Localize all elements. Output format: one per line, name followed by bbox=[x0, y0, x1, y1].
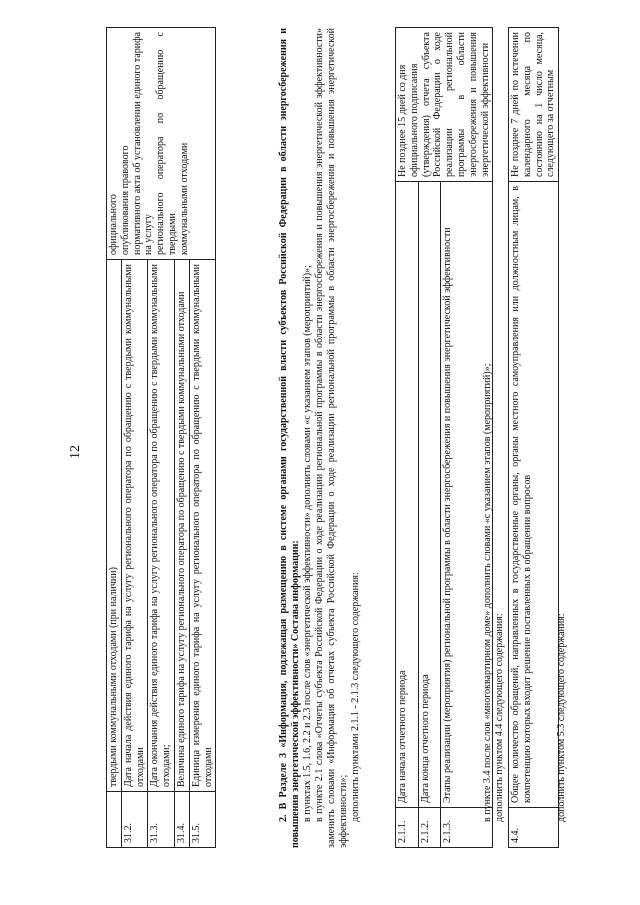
paragraph: дополнить пунктами 2.1.1 - 2.1.3 следующего содержания: bbox=[350, 572, 361, 822]
row-number bbox=[107, 792, 122, 848]
document-page bbox=[62, 26, 578, 878]
row-term: Не позднее 15 дней со дня официального подписания (утверждения) отчета субъекта Российской Федерации о ходе реализации региональной программы в области энергосбережения и повышения энергетической эффективности bbox=[396, 28, 493, 182]
page-number: 12 bbox=[68, 445, 83, 459]
paragraph: в пунктах 1.5, 1.6, 2.2 и 2.3 после слов «энергетической эффективности» дополнить словами «с указанием этапов (мероприятий)»; bbox=[302, 265, 313, 822]
row-number: 4.4. bbox=[509, 808, 559, 848]
row-number: 2.1.2. bbox=[418, 808, 441, 848]
section-heading: 2. В Разделе 3 «Информация, подлежащая размещению в системе органами государственной власти субъектов Российской Федерации в области энергосбережения и повышения энергетической эффективности» Состава информации: bbox=[278, 28, 301, 848]
footer-text bbox=[556, 28, 568, 848]
row-description: Дата конца отчетного периода bbox=[418, 182, 441, 808]
row-number: 31.3. bbox=[148, 792, 175, 848]
table-row bbox=[396, 28, 419, 848]
row-description: Единица измерения единого тарифа на услугу регионального оператора по обращению с твердыми коммунальными отходами bbox=[189, 260, 216, 792]
paragraph: в пункте 2.1 слова «Отчеты субъекта Российской Федерации о ходе реализации региональной программы в области энергосбережения и повышения энергетической эффективности» заменить словами «Информация об отчетах субъекта Российской Федерации о ходе реализации региональной программы в области энергосбережения и повышения энергетической эффективности»; bbox=[314, 28, 349, 848]
row-number: 31.4. bbox=[174, 792, 189, 848]
section-2-text bbox=[278, 28, 362, 848]
row-description: Дата окончания действия единого тарифа на услугу регионального оператора по обращению с твердыми коммунальными отходами; bbox=[148, 260, 175, 792]
paragraph: дополнить пунктом 5.3 следующего содержания: bbox=[556, 613, 567, 822]
report-table bbox=[395, 27, 493, 848]
row-source: официального опубликования правового нормативного акта об установлении единого тарифа на услугу регионального оператора по обращению с твердыми коммунальными отходами bbox=[107, 28, 216, 260]
row-number: 31.5. bbox=[189, 792, 216, 848]
table-row bbox=[509, 28, 559, 848]
row-number: 31.2. bbox=[121, 792, 148, 848]
row-description: Величина единого тарифа на услугу регионального оператора по обращению с твердыми коммунальными отходами bbox=[174, 260, 189, 792]
row-description: твердыми коммунальными отходами (при наличии) bbox=[107, 260, 122, 792]
row-number: 2.1.3. bbox=[441, 808, 493, 848]
appeals-table bbox=[508, 27, 559, 848]
section-3-text bbox=[482, 28, 506, 848]
row-term: Не позднее 7 дней по истечении календарного месяца по состоянию на 1 число месяца, следующего за отчетным bbox=[509, 28, 559, 182]
row-description: Дата начала действия единого тарифа на услугу регионального оператора по обращению с твердыми коммунальными отходами bbox=[121, 260, 148, 792]
paragraph: в пункте 3.4 после слов «многоквартирном доме» дополнить словами «с указанием этапов (мероприятий)»; bbox=[482, 363, 493, 822]
tariff-table bbox=[106, 27, 216, 848]
paragraph: дополнить пунктом 4.4 следующего содержания: bbox=[494, 613, 505, 822]
table-row bbox=[107, 28, 122, 848]
row-number: 2.1.1. bbox=[396, 808, 419, 848]
row-description: Этапы реализации (мероприятия) региональной программы в области энергосбережения и повышения энергетической эффективности bbox=[441, 182, 493, 808]
row-description: Общее количество обращений, направленных в государственные органы, органы местного самоуправления или должностным лицам, в компетенцию которых входит решение поставленных в обращении вопросов bbox=[509, 182, 559, 808]
row-description: Дата начала отчетного периода bbox=[396, 182, 419, 808]
